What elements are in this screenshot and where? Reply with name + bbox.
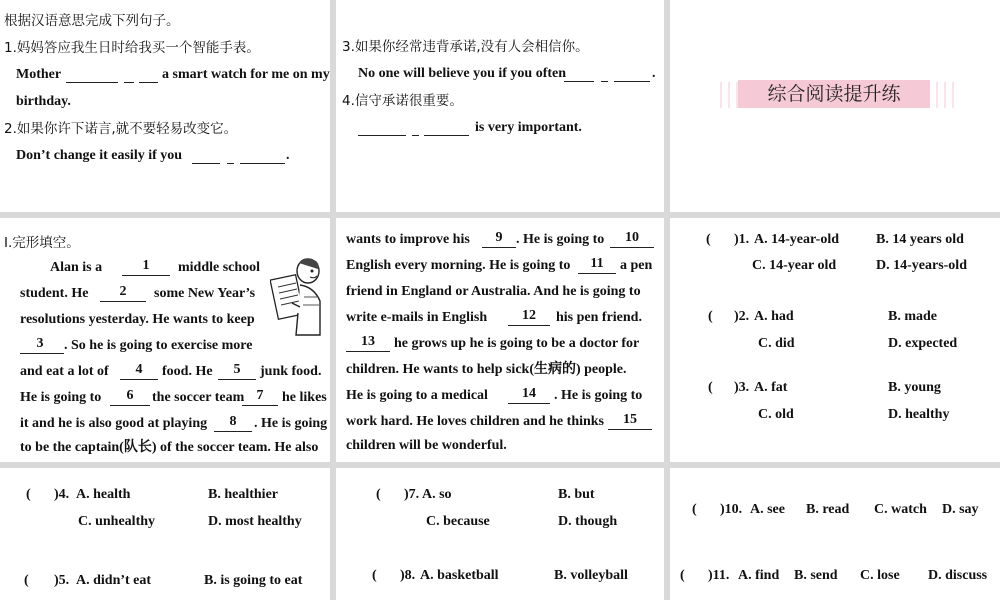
option-d[interactable]: D. healthy	[888, 407, 950, 422]
panel-translation-2	[336, 0, 664, 212]
section-title: 综合阅读提升练	[767, 83, 901, 105]
passage-line: . He is going to	[516, 232, 605, 247]
answer-blank[interactable]	[614, 65, 650, 82]
passage-line: . So he is going to exercise more	[64, 338, 253, 353]
blank-number: 14	[522, 386, 536, 401]
option-b[interactable]: B. but	[558, 487, 595, 502]
blank-number: 6	[126, 388, 134, 403]
option-c[interactable]: C. because	[426, 514, 490, 529]
option-a[interactable]: A. 14-year-old	[754, 232, 840, 247]
passage-line: student. He	[20, 286, 89, 301]
blank-number: 10	[625, 230, 639, 245]
passage-line: children will be wonderful.	[346, 438, 507, 453]
passage-line: he likes	[282, 390, 327, 405]
answer-blank[interactable]	[412, 119, 419, 136]
option-a[interactable]: A. see	[750, 502, 785, 517]
question-4-text: is very important.	[475, 120, 582, 135]
option-c[interactable]: C. 14-year old	[752, 258, 837, 273]
answer-blank[interactable]	[358, 119, 406, 136]
blank-number: 15	[623, 412, 637, 427]
passage-line: He is going to a medical	[346, 388, 488, 403]
option-c[interactable]: C. did	[758, 336, 795, 351]
question-1-text-a: Mother	[16, 67, 62, 82]
option-a[interactable]: A. didn’t eat	[76, 573, 152, 588]
option-b[interactable]: B. send	[794, 568, 838, 583]
answer-blank[interactable]	[192, 147, 220, 164]
passage-line: food. He	[162, 364, 213, 379]
answer-blank[interactable]	[424, 119, 469, 136]
passage-line: He is going to	[20, 390, 102, 405]
question-number: )1.	[734, 232, 750, 247]
option-c[interactable]: C. old	[758, 407, 794, 422]
instruction: 根据汉语意思完成下列句子。	[4, 13, 180, 29]
option-d[interactable]: D. most healthy	[208, 514, 302, 529]
blank-number: 5	[233, 362, 241, 377]
passage-line: a pen	[620, 258, 653, 273]
option-b[interactable]: B. is going to eat	[204, 573, 303, 588]
passage-line: it and he is also good at playing	[20, 416, 208, 431]
option-b[interactable]: B. young	[888, 380, 941, 395]
option-a[interactable]: A. fat	[754, 380, 788, 395]
passage-line: the soccer team	[152, 390, 245, 405]
blank-number: 13	[361, 334, 375, 349]
answer-blank[interactable]	[139, 66, 158, 83]
passage-line: junk food.	[260, 364, 322, 379]
answer-paren[interactable]: (	[708, 380, 713, 395]
passage-line: . He is going to	[554, 388, 643, 403]
option-a[interactable]: A. so	[422, 487, 452, 502]
blank-number: 11	[590, 256, 604, 271]
question-3-period: .	[652, 66, 656, 81]
panel-options-7-8	[336, 468, 664, 600]
answer-paren[interactable]: (	[26, 487, 31, 502]
passage-line: middle school	[178, 260, 261, 275]
option-b[interactable]: B. read	[806, 502, 850, 517]
panel-cloze-passage-2	[336, 218, 664, 462]
panel-translation-1	[0, 0, 330, 212]
blank-number: 4	[135, 362, 143, 377]
question-number: )2.	[734, 309, 750, 324]
blank-number: 1	[142, 258, 150, 273]
question-number: )8.	[400, 568, 416, 583]
answer-paren[interactable]: (	[692, 502, 697, 517]
option-c[interactable]: C. lose	[860, 568, 900, 583]
passage-line: write e-mails in English	[346, 310, 488, 325]
option-d[interactable]: D. 14-years-old	[876, 258, 967, 273]
answer-blank[interactable]	[601, 65, 608, 82]
option-b[interactable]: B. healthier	[208, 487, 278, 502]
question-number: )10.	[720, 502, 743, 517]
blank-number: 8	[229, 414, 237, 429]
question-2-chinese: 2.如果你许下诺言,就不要轻易改变它。	[4, 121, 238, 137]
option-a[interactable]: A. health	[76, 487, 131, 502]
passage-line: and eat a lot of	[20, 364, 109, 379]
option-b[interactable]: B. 14 years old	[876, 232, 964, 247]
blank-number: 3	[36, 336, 44, 351]
question-2-text-a: Don’t change it easily if you	[16, 148, 183, 163]
passage-line: resolutions yesterday. He wants to keep	[20, 312, 255, 327]
passage-line: friend in England or Australia. And he is going to	[346, 284, 641, 299]
passage-line: he grows up he is going to be a doctor for	[394, 336, 640, 351]
blank-number: 2	[119, 284, 127, 299]
option-c[interactable]: C. watch	[874, 502, 927, 517]
question-1-text-c: birthday.	[16, 94, 71, 109]
option-d[interactable]: D. though	[558, 514, 618, 529]
question-4-chinese: 4.信守承诺很重要。	[342, 93, 463, 109]
panel-cloze-passage-1	[0, 218, 330, 462]
question-3-text-a: No one will believe you if you often	[358, 66, 567, 81]
question-number: )4.	[54, 487, 70, 502]
cloze-heading: Ⅰ.完形填空。	[4, 235, 80, 251]
option-d[interactable]: D. expected	[888, 336, 958, 351]
question-1-chinese: 1.妈妈答应我生日时给我买一个智能手表。	[4, 40, 260, 56]
question-number: )5.	[54, 573, 70, 588]
option-b[interactable]: B. volleyball	[554, 568, 628, 583]
option-c[interactable]: C. unhealthy	[78, 514, 156, 529]
blank-number: 9	[495, 230, 503, 245]
passage-line: Alan is a	[50, 260, 103, 275]
panel-options-10-11	[670, 468, 1000, 600]
answer-paren[interactable]: (	[376, 487, 381, 502]
answer-paren[interactable]: (	[372, 568, 377, 583]
answer-blank[interactable]	[240, 147, 285, 164]
option-a[interactable]: A. find	[738, 568, 780, 583]
passage-line: children. He wants to help sick(生病的) people.	[346, 362, 627, 377]
passage-line: to be the captain(队长) of the soccer team. He also	[20, 440, 319, 455]
passage-line: . He is going	[254, 416, 328, 431]
answer-blank[interactable]	[124, 66, 134, 83]
answer-blank[interactable]	[66, 66, 118, 83]
option-b[interactable]: B. made	[888, 309, 937, 324]
option-d[interactable]: D. say	[942, 502, 979, 517]
blank-number: 7	[256, 388, 264, 403]
answer-blank[interactable]	[227, 147, 234, 164]
answer-paren[interactable]: (	[706, 232, 711, 247]
answer-paren[interactable]: (	[708, 309, 713, 324]
panel-options-4-5	[0, 468, 330, 600]
question-number: )7.	[404, 487, 420, 502]
answer-paren[interactable]: (	[680, 568, 685, 583]
passage-line: some New Year’s	[154, 286, 256, 301]
passage-line: work hard. He loves children and he thinks	[346, 414, 605, 429]
passage-line: English every morning. He is going to	[346, 258, 571, 273]
answer-paren[interactable]: (	[24, 573, 29, 588]
option-d[interactable]: D. discuss	[928, 568, 988, 583]
panel-options-1-3	[670, 218, 1000, 462]
reading-boy-illustration	[270, 257, 328, 337]
answer-blank[interactable]	[564, 65, 594, 82]
option-a[interactable]: A. basketball	[420, 568, 499, 583]
question-number: )3.	[734, 380, 750, 395]
option-a[interactable]: A. had	[754, 309, 794, 324]
passage-line: his pen friend.	[556, 310, 642, 325]
question-1-text-b: a smart watch for me on my	[162, 67, 330, 82]
passage-line: wants to improve his	[346, 232, 470, 247]
question-number: )11.	[708, 568, 730, 583]
blank-number: 12	[522, 308, 536, 323]
question-3-chinese: 3.如果你经常违背承诺,没有人会相信你。	[342, 39, 589, 55]
question-2-period: .	[286, 148, 290, 163]
